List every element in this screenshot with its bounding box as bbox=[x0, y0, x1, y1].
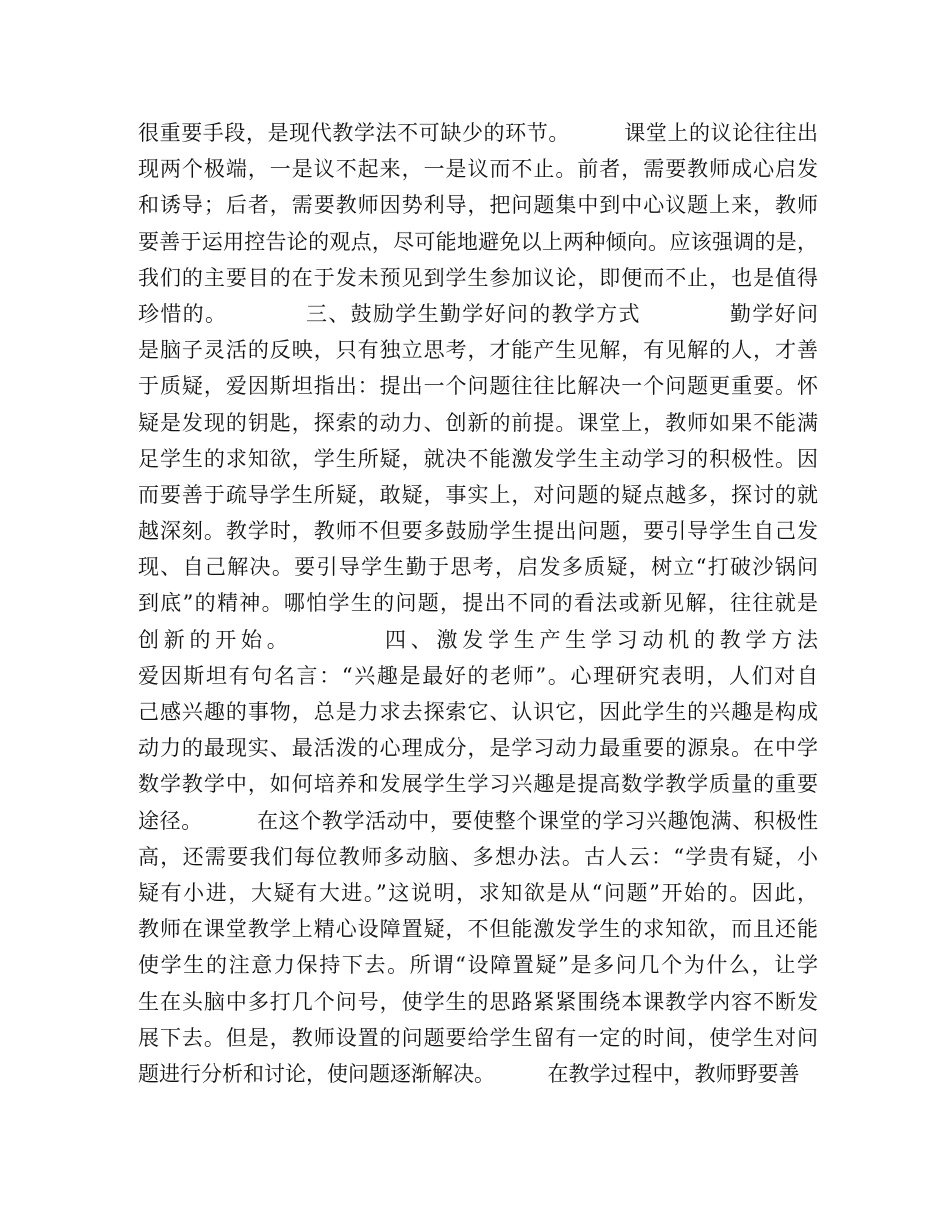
text-line: 疑有小进，大疑有大进。”这说明，求知欲是从“问题”开始的。因此， bbox=[138, 880, 818, 905]
text-line: 途径。 在这个教学活动中，要使整个课堂的学习兴趣饱满、积极性 bbox=[138, 808, 818, 833]
text-line: 教师在课堂教学上精心设障置疑，不但能激发学生的求知欲，而且还能 bbox=[138, 917, 818, 942]
text-line: 生在头脑中多打几个问号，使学生的思路紧紧围绕本课教学内容不断发 bbox=[138, 989, 818, 1014]
text-line: 于质疑，爱因斯坦指出：提出一个问题往往比解决一个问题更重要。怀 bbox=[138, 374, 818, 399]
text-line: 数学教学中，如何培养和发展学生学习兴趣是提高数学教学质量的重要 bbox=[138, 772, 818, 797]
text-line: 疑是发现的钥匙，探索的动力、创新的前提。课堂上，教师如果不能满 bbox=[138, 410, 818, 435]
text-line: 很重要手段，是现代教学法不可缺少的环节。 课堂上的议论往往出 bbox=[138, 121, 818, 145]
text-line: 到底”的精神。哪怕学生的问题，提出不同的看法或新见解，往往就是 bbox=[138, 591, 818, 616]
text-line: 现、自己解决。要引导学生勤于思考，启发多质疑，树立“打破沙锅问 bbox=[138, 555, 818, 580]
text-line: 高，还需要我们每位教师多动脑、多想办法。古人云：“学贵有疑，小 bbox=[138, 844, 818, 869]
text-line: 而要善于疏导学生所疑，敢疑，事实上，对问题的疑点越多，探讨的就 bbox=[138, 482, 818, 507]
text-line: 题进行分析和讨论，使问题逐渐解决。 在教学过程中，教师野要善 bbox=[138, 1061, 800, 1086]
text-line: 是脑子灵活的反映，只有独立思考，才能产生见解，有见解的人，才善 bbox=[138, 338, 818, 363]
text-line: 创新的开始。 四、激发学生产生学习动机的教学方法 bbox=[138, 627, 818, 652]
text-line: 和诱导；后者，需要教师因势利导，把问题集中到中心议题上来，教师 bbox=[138, 193, 818, 218]
text-line: 使学生的注意力保持下去。所谓“设障置疑”是多问几个为什么，让学 bbox=[138, 953, 818, 978]
text-line: 越深刻。教学时，教师不但要多鼓励学生提出问题，要引导学生自己发 bbox=[138, 519, 818, 544]
text-line: 珍惜的。 三、鼓励学生勤学好问的教学方式 勤学好问 bbox=[138, 301, 818, 326]
text-line: 展下去。但是，教师设置的问题要给学生留有一定的时间，使学生对问 bbox=[138, 1025, 818, 1050]
text-line: 足学生的求知欲，学生所疑，就决不能激发学生主动学习的积极性。因 bbox=[138, 446, 818, 471]
text-line: 己感兴趣的事物，总是力求去探索它、认识它，因此学生的兴趣是构成 bbox=[138, 700, 818, 724]
text-line: 爱因斯坦有句名言：“兴趣是最好的老师”。心理研究表明，人们对自 bbox=[138, 663, 818, 688]
text-line: 现两个极端，一是议不起来，一是议而不止。前者，需要教师成心启发 bbox=[138, 157, 818, 182]
text-line: 我们的主要目的在于发未预见到学生参加议论，即便而不止，也是值得 bbox=[138, 265, 818, 290]
body-text bbox=[138, 115, 818, 1092]
text-line: 动力的最现实、最活泼的心理成分，是学习动力最重要的源泉。在中学 bbox=[138, 736, 818, 761]
text-line: 要善于运用控告论的观点，尽可能地避免以上两种倾向。应该强调的是， bbox=[138, 229, 818, 254]
